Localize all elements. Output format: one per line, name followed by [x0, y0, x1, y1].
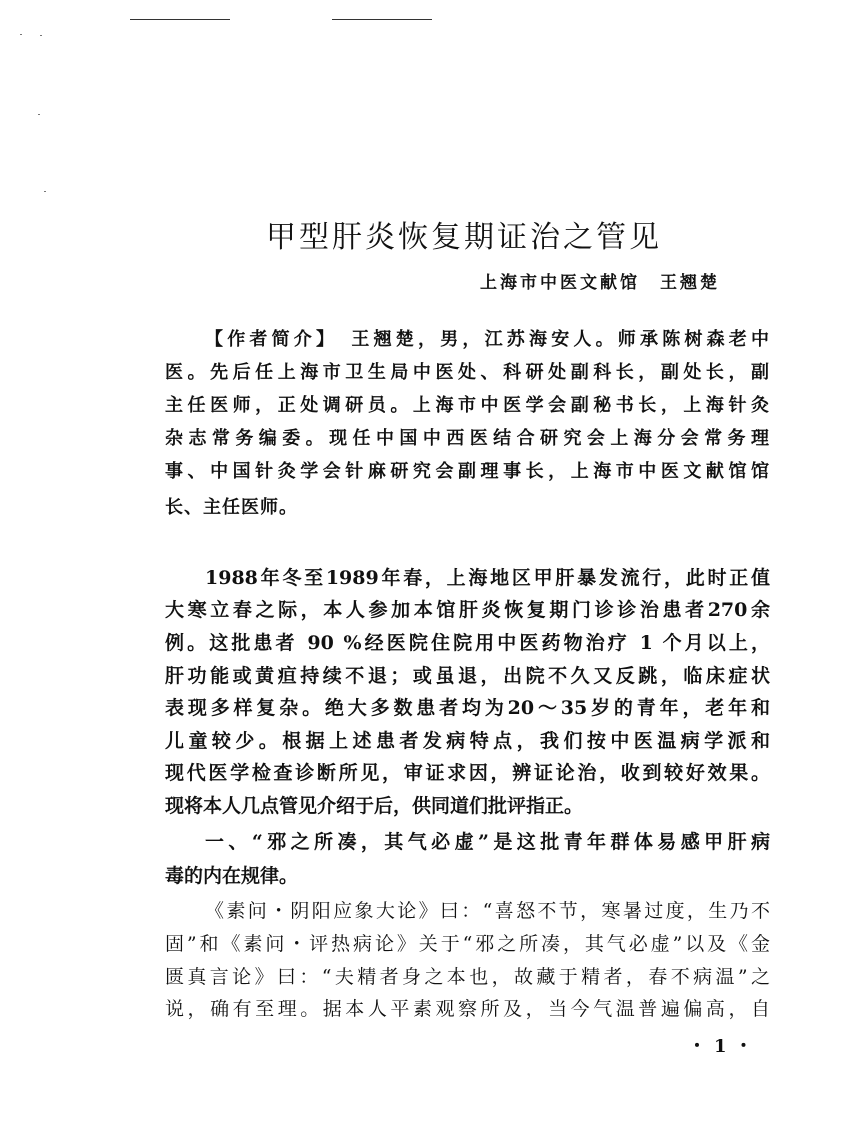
- bio-line: 医。先后任上海市卫生局中医处、科研处副科长，副处长，副: [165, 362, 770, 383]
- section-line: 《素问・阴阳应象大论》曰：“喜怒不节，寒暑过度，生乃不: [205, 900, 770, 922]
- body-line: 肝功能或黄疸持续不退；或虽退，出院不久又反跳，临床症状: [165, 665, 770, 687]
- body-line: 儿童较少。根据上述患者发病特点，我们按中医温病学派和: [165, 730, 770, 752]
- section-heading-line: 毒的内在规律。: [165, 865, 299, 887]
- bio-line: 主任医师，正处调研员。上海市中医学会副秘书长，上海针灸: [165, 395, 770, 416]
- scan-speck: [44, 191, 46, 192]
- bio-line: 事、中国针灸学会针麻研究会副理事长，上海市中医文献馆馆: [165, 461, 770, 482]
- scan-speck: [38, 114, 40, 115]
- scan-speck: [40, 35, 42, 36]
- body-line: 例。这批患者 90 %经医院住院用中医药物治疗 1 个月以上，: [165, 632, 770, 654]
- scan-speck: [20, 34, 22, 35]
- body-line: 大寒立春之际，本人参加本馆肝炎恢复期门诊诊治患者270余: [165, 599, 770, 621]
- body-line: 现代医学检查诊断所见，审证求因，辨证论治，收到较好效果。: [165, 762, 770, 784]
- author-byline: 上海市中医文献馆 王翘楚: [480, 273, 720, 293]
- bio-line: 【作者简介】 王翘楚，男，江苏海安人。师承陈树森老中: [205, 329, 770, 350]
- bio-line: 长、主任医师。: [165, 497, 298, 518]
- body-line: 现将本人几点管见介绍于后，供同道们批评指正。: [165, 795, 584, 817]
- section-line: 固”和《素问・评热病论》关于“邪之所凑，其气必虚”以及《金: [165, 933, 770, 955]
- bio-line: 杂志常务编委。现任中国中西医结合研究会上海分会常务理: [165, 428, 770, 449]
- section-line: 说，确有至理。据本人平素观察所及，当今气温普遍偏高，自: [165, 998, 770, 1020]
- section-heading-line: 一、“邪之所凑，其气必虚”是这批青年群体易感甲肝病: [205, 831, 770, 853]
- body-line: 1988年冬至1989年春，上海地区甲肝暴发流行，此时正值: [205, 567, 770, 589]
- article-title: 甲型肝炎恢复期证治之管见: [266, 220, 662, 255]
- body-line: 表现多样复杂。绝大多数患者均为20～35岁的青年，老年和: [165, 697, 770, 719]
- page-number: ・1・: [688, 1036, 761, 1057]
- header-rule-right: [332, 19, 432, 20]
- header-rule-left: [130, 19, 230, 20]
- section-line: 匮真言论》曰：“夫精者身之本也，故藏于精者，春不病温”之: [165, 966, 770, 988]
